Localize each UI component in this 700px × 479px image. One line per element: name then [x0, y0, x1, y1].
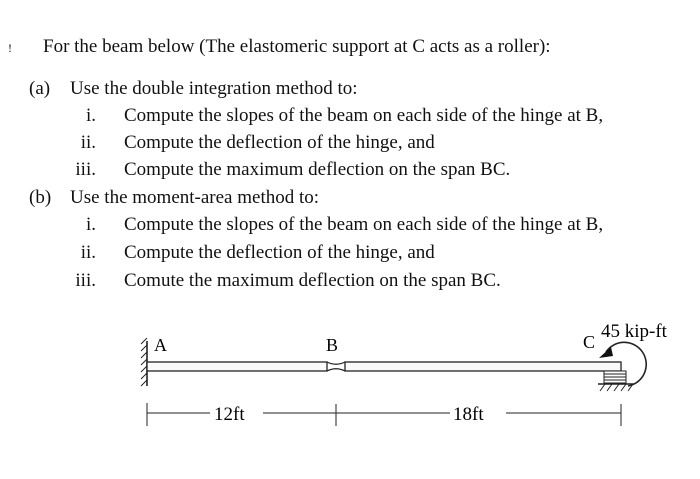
part-b-item-3-text: Comute the maximum deflection on the span BC. — [124, 270, 501, 291]
moment-label: 45 kip-ft — [601, 321, 667, 342]
margin-mark: ! — [8, 41, 12, 55]
part-b-lead: Use the moment-area method to: — [70, 187, 320, 208]
part-a-item-2-text: Compute the deflection of the hinge, and — [124, 132, 435, 153]
part-a-item-2-number: ii. — [80, 132, 96, 153]
dimension-ab-label: 12ft — [214, 404, 245, 425]
problem-intro: For the beam below (The elastomeric support at C acts as a roller): — [43, 36, 551, 57]
part-a-item-3-text: Compute the maximum deflection on the span BC. — [124, 159, 511, 180]
part-a-label: (a) — [29, 78, 51, 99]
part-b-item-1-text: Compute the slopes of the beam on each side of the hinge at B, — [124, 214, 604, 235]
part-b-item-2-number: ii. — [80, 242, 96, 263]
hinge-b — [327, 362, 345, 371]
part-b-item-1-number: i. — [85, 214, 96, 235]
label-a: A — [154, 335, 167, 355]
fixed-support-a — [141, 338, 147, 386]
part-b-item-3-number: iii. — [75, 270, 96, 291]
dimension-bc-label: 18ft — [453, 404, 484, 425]
part-b-item-2-text: Compute the deflection of the hinge, and — [124, 242, 435, 263]
part-a-item-3-number: iii. — [75, 159, 96, 180]
beam-segment-bc — [345, 362, 621, 371]
label-c: C — [583, 332, 596, 352]
part-a-item-1-number: i. — [85, 105, 96, 126]
part-a-lead: Use the double integration method to: — [70, 78, 358, 99]
part-b-label: (b) — [29, 187, 52, 208]
beam-segment-ab — [147, 362, 327, 371]
elastomeric-support-c — [598, 371, 634, 391]
part-a-item-1-text: Compute the slopes of the beam on each side of the hinge at B, — [124, 105, 604, 126]
label-b: B — [326, 335, 339, 355]
